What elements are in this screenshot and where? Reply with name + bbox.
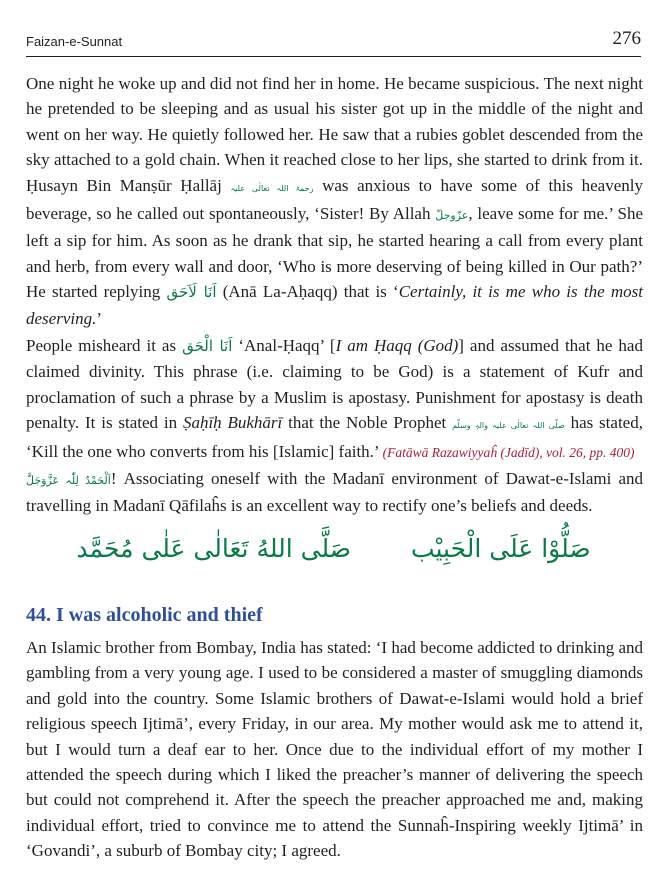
book-title: Ṣaḥīḥ Bukhārī	[182, 413, 283, 433]
italic-translation: Certainly, it is me who is the most deserving.	[26, 282, 643, 328]
paragraph-text: that the Noble Prophet	[282, 413, 453, 433]
paragraph-apostasy	[26, 333, 643, 465]
paragraph-text: One night he woke up and did not find her in home. He became suspicious. The next night he pretended to be sleeping and as usual his sister got up in the middle of the night and went on her way. He quietly followed her. He saw that a rubies goblet descended from the sky attached to a gold chain. When it reached close to her lips, she started to drink from it. Ḥusayn Bin Manṣūr Ḥallāj	[26, 74, 643, 195]
paragraph-text: ’	[96, 308, 103, 328]
honorific-azza-wa-jal: عزّوجلّ	[435, 209, 469, 223]
paragraph-text: An Islamic brother from Bombay, India has stated: ‘I had become addicted to drinking and gambling from a very young age. I used to be considered a master of smuggling diamonds and gold into the country. Some Islamic brothers of Dawat-e-Islami would hold a brief religious speech Ijtimā’, every Friday, in our area. My mother would ask me to attend it, but I would turn a deaf ear to her. Once due to the individual effort of my mother I attended the speech during which I liked the preacher’s manner of delivering the speech but could not comprehend it. After the speech the preacher approached me and, making individual effort, tried to convince me to attend the Sunnaĥ-Inspiring weekly Ijtimā’ in ‘Govandi’, a suburb of Bombay city; I agreed.	[26, 638, 643, 861]
header-divider	[26, 56, 641, 57]
paragraph-text: ] and assumed that he had claimed divinity. This phrase (i.e. claiming to be God) is a statement of Kufr and proclamation of such a phrase by a Muslim is apostasy. Punishment for apostasy is death penalty. It is stated in	[26, 336, 643, 433]
paragraph-text: , leave some for me.’ She left a sip for him. As soon as he drank that sip, he started hearing a call from every plant and herb, from every wall and door, ‘Who is more deserving of being killed in Our path?’ He started replying	[26, 204, 644, 302]
paragraph-hallaj-story	[26, 71, 643, 331]
page-number: 276	[612, 28, 641, 49]
salutation-sallallahu: صلّی اللہ تعالٰی علیہ والہٖ وسلّم	[452, 421, 565, 431]
reference-citation: (Fatāwā Razawiyyaĥ (Jadīd), vol. 26, pp. 400)	[382, 444, 635, 460]
paragraph-text: People misheard it as	[26, 336, 183, 355]
page-header	[26, 26, 641, 56]
paragraph-text: ! Associating oneself with the Madanī environment of Dawat-e-Islami and travelling in Madanī Qāfilaĥs is an excellent way to rectify one’s beliefs and deeds.	[26, 469, 643, 516]
paragraph-text: was anxious to have some of this heavenly beverage, so he called out spontaneously, ‘Sister! By Allah	[26, 175, 643, 224]
arabic-alhamdulillah: اَلْحَمْدُ لِلّٰہ عَزَّوَجَلَّ	[26, 474, 111, 487]
italic-translation: I am Ḥaqq (God)	[335, 336, 459, 355]
arabic-phrase-ana-la-ahaqq: اَنَا لَاَحَق	[166, 283, 217, 302]
paragraph-text: has stated, ‘Kill the one who converts from his [Islamic] faith.’	[26, 413, 643, 461]
honorific-rahmatullah: رحمۃ اللہ تعالٰی علیہ	[230, 183, 314, 193]
paragraph-text: (Anā La-Aḥaqq) that is ‘	[216, 282, 399, 302]
durood-sallallahu-ala-muhammad: صَلَّى اللهُ تَعَالٰى عَلٰى مُحَمَّد	[76, 534, 351, 563]
arabic-phrase-anal-haqq: اَنَا الْحَق	[182, 337, 233, 355]
durood-sallu-alal-habib: صَلُّوْا عَلَى الْحَبِیْب	[410, 534, 591, 563]
running-title: Faizan-e-Sunnat	[26, 34, 123, 49]
paragraph-bombay-brother	[26, 635, 643, 864]
paragraph-text: ‘Anal-Ḥaqq’ [	[232, 336, 336, 355]
paragraph-madani-environment	[26, 466, 643, 519]
durood-line	[0, 534, 667, 578]
section-heading: 44. I was alcoholic and thief	[26, 604, 263, 626]
